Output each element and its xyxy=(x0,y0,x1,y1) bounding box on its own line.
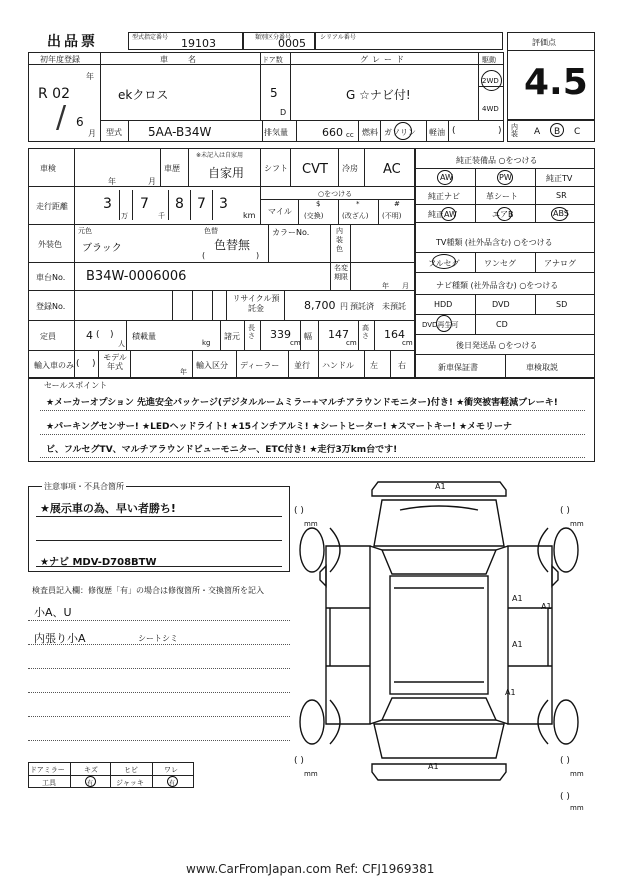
mileage-exchange: (交換) xyxy=(304,212,324,220)
docs-manual: 車検取説 xyxy=(526,363,558,372)
equip-pw: PW xyxy=(499,173,512,182)
notes-line-1: ★展示車の為、早い者勝ち! xyxy=(40,502,176,515)
tire-rear-left-bracket: ( ) xyxy=(294,756,304,766)
fuel-label: 燃料 xyxy=(362,128,378,137)
equip-airbag: エアB xyxy=(492,210,514,219)
inspector-label: 検査員記入欄：修復歴「有」の場合は修復箇所・交換箇所を記入 xyxy=(32,586,264,595)
color-paren-close: ) xyxy=(256,251,260,260)
handle-right: 右 xyxy=(398,361,406,370)
equip-title: 純正装備品 ○をつける xyxy=(456,156,538,165)
import-parallel: 並行 xyxy=(294,361,310,370)
mileage-hash: # xyxy=(394,200,400,208)
length-unit: cm xyxy=(290,339,301,347)
type-no-label: 型式指定番号 xyxy=(132,34,169,41)
car-name: ekクロス xyxy=(118,88,169,102)
tv-analog: アナログ xyxy=(544,259,576,268)
shift-label: シフト xyxy=(264,164,288,173)
name-change-year: 年 xyxy=(382,282,389,290)
interior-b: B xyxy=(554,127,561,137)
length: 339 xyxy=(270,328,291,341)
mileage-dollar: $ xyxy=(316,200,321,208)
tv-fullseg: フルセグ xyxy=(428,259,460,268)
recycle-unit: 円 xyxy=(340,302,348,311)
inspector-line-1: 小A、U xyxy=(34,606,72,619)
car-damage-diagram xyxy=(290,476,596,816)
score-label: 評価点 xyxy=(532,38,556,47)
capacity: 4 xyxy=(86,329,93,342)
color-code-label: カラーNo. xyxy=(272,228,310,237)
nav-cd: CD xyxy=(496,320,508,329)
doors: 5 xyxy=(270,86,278,100)
diagram-a1-right-rear-fender: A1 xyxy=(505,688,516,697)
usage-label: 車歴 xyxy=(164,164,180,173)
interior-c: C xyxy=(574,127,581,137)
width-label: 幅 xyxy=(304,332,312,341)
drive-2wd: 2WD xyxy=(482,77,499,85)
width: 147 xyxy=(328,328,349,341)
tire-spare-bracket: ( ) xyxy=(560,792,570,802)
legend-jack: ジャッキ xyxy=(116,779,144,787)
inspection-month: 月 xyxy=(148,177,156,186)
import-label: 輸入車のみ xyxy=(34,361,74,370)
capacity-paren: ( xyxy=(96,330,100,340)
footer-watermark: www.CarFromJapan.com Ref: CFJ1969381 xyxy=(186,862,435,876)
sales-line-3: ビ、フルセグTV、マルチアラウンドビューモニター、ETC付き! ★走行3万km台です! xyxy=(46,445,398,455)
shift: CVT xyxy=(302,162,328,177)
ac-label: 冷房 xyxy=(342,164,358,173)
fuel-bracket-close: ) xyxy=(498,126,502,136)
mileage-mile: マイル xyxy=(268,207,292,216)
name-change-month: 月 xyxy=(402,282,409,290)
equip-nav: 純正ナビ xyxy=(428,192,460,201)
width-unit: cm xyxy=(346,339,357,347)
legend-crack: ヒビ xyxy=(124,766,138,774)
diagram-a1-right-front-door: A1 xyxy=(512,594,523,603)
tv-oneseg: ワンセグ xyxy=(484,259,516,268)
color-change: 色替無 xyxy=(214,238,251,252)
notes-label: 注意事項・不具合箇所 xyxy=(44,482,124,491)
model-label: 型式 xyxy=(106,128,122,137)
recycle-deposited: 預託済 xyxy=(350,302,374,311)
length-label: 長さ xyxy=(248,324,255,340)
import-paren: ( xyxy=(76,359,80,369)
first-reg-month-unit: 月 xyxy=(88,129,96,138)
serial-label: シリアル番号 xyxy=(320,34,356,41)
disp-label: 排気量 xyxy=(264,128,288,137)
diagram-a1-rear-bumper: A1 xyxy=(428,762,439,771)
mileage-circle-note: ○をつける xyxy=(318,190,353,198)
inspection-year: 年 xyxy=(108,177,116,186)
ac: AC xyxy=(383,162,401,177)
import-close: ) xyxy=(92,359,96,369)
mileage-sen: 千 xyxy=(158,212,165,220)
sales-label: セールスポイント xyxy=(44,381,108,390)
sheet-title: 出品票 xyxy=(47,34,98,50)
first-reg-year-unit: 年 xyxy=(86,72,94,81)
car-name-label: 車名 xyxy=(160,55,216,64)
equip-tv: 純正TV xyxy=(546,174,573,183)
recycle-label: リサイクル預託金 xyxy=(232,294,280,313)
nav-title: ナビ種類 (社外品含む) ○をつける xyxy=(436,281,559,290)
color-paren-open: ( xyxy=(202,251,206,260)
tire-front-right-mm: mm xyxy=(570,520,584,528)
equip-sr: SR xyxy=(556,191,567,200)
first-reg-slash: / xyxy=(56,100,67,135)
legend-tools: 工具 xyxy=(42,779,56,787)
diagram-a1-front-bumper: A1 xyxy=(435,482,446,491)
inspection-label: 車検 xyxy=(40,164,56,173)
tire-rear-left-mm: mm xyxy=(304,770,318,778)
equip-oem-aw: 純正AW xyxy=(428,210,457,219)
sales-line-2: ★パーキングセンサー! ★LEDヘッドライト! ★15インチアルミ! ★シートヒーター! ★スマートキー! ★メモリーナ xyxy=(46,422,513,432)
capacity-close: ) xyxy=(110,330,114,340)
first-reg-era: R 02 xyxy=(38,86,70,102)
mileage-unknown: (不明) xyxy=(382,212,402,220)
mileage-digit-5: 3 xyxy=(219,196,228,212)
height: 164 xyxy=(384,328,405,341)
mileage-km: km xyxy=(243,211,256,220)
capacity-unit: 人 xyxy=(118,340,125,348)
equip-abs: ABS xyxy=(553,209,569,218)
class-no: 0005 xyxy=(278,37,306,50)
first-reg-label: 初年度登録 xyxy=(40,55,80,64)
usage: 自家用 xyxy=(208,166,245,180)
recycle-not-deposited: 未預託 xyxy=(382,302,406,311)
chassis-no: B34W-0006006 xyxy=(86,269,187,284)
tire-front-right-bracket: ( ) xyxy=(560,506,570,516)
import-dealer: ディーラー xyxy=(240,361,280,370)
legend-door-mirror: ドアミラー xyxy=(30,766,65,774)
nav-sd: SD xyxy=(556,300,568,309)
mileage-digit-3: 8 xyxy=(175,196,184,212)
diagram-a1-right-rear-door: A1 xyxy=(512,640,523,649)
mileage-star: * xyxy=(356,200,360,208)
capacity-label: 定員 xyxy=(40,332,56,341)
grade: G ☆ナビ付! xyxy=(346,88,411,102)
tv-title: TV種類 (社外品含む) ○をつける xyxy=(436,238,553,247)
color-change-label: 色替 xyxy=(204,227,218,235)
fuel-diesel: 軽油 xyxy=(429,128,445,137)
drive-4wd: 4WD xyxy=(482,105,499,113)
tire-front-left-bracket: ( ) xyxy=(294,506,304,516)
handle-left: 左 xyxy=(370,361,378,370)
usage-note: ※未記入は自家用 xyxy=(196,152,244,159)
height-unit: cm xyxy=(402,339,413,347)
load-label: 積載量 xyxy=(132,332,156,341)
reg-label: 登録No. xyxy=(36,302,66,311)
nav-dvd-play: DVD再生可 xyxy=(422,321,459,329)
type-no: 19103 xyxy=(181,37,216,50)
mileage-digit-2: 7 xyxy=(140,196,149,212)
fuel-bracket-open: ( xyxy=(452,126,456,136)
mileage-digit-1: 3 xyxy=(103,196,112,212)
load-unit: kg xyxy=(202,339,211,347)
fuel-gas: ガソリン xyxy=(384,128,416,137)
mileage-man: 万 xyxy=(121,212,128,220)
notes-line-3: ★ナビ MDV-D708BTW xyxy=(40,557,157,568)
mileage-digit-4: 7 xyxy=(197,196,206,212)
color-orig: ブラック xyxy=(82,243,122,254)
interior-label: 内装 xyxy=(511,123,518,138)
doors-label: ドア数 xyxy=(262,56,283,64)
equip-aw: AW xyxy=(440,173,453,182)
chassis-label: 車台No. xyxy=(36,273,66,282)
inspector-line-2b: シートシミ xyxy=(138,634,178,643)
drive-label: 駆動 xyxy=(482,56,496,64)
mileage-label: 走行距離 xyxy=(36,202,68,211)
nav-dvd: DVD xyxy=(492,300,510,309)
import-class-label: 輸入区分 xyxy=(196,361,228,370)
tire-front-left-mm: mm xyxy=(304,520,318,528)
disp: 660 xyxy=(322,126,343,139)
tire-rear-right-mm: mm xyxy=(570,770,584,778)
sales-line-1: ★メーカーオプション 先進安全パッケージ(デジタルルームミラー+マルチアラウンドモニター)付き! ★衝突被害軽減ブレーキ! xyxy=(46,398,558,408)
legend-tools-yes: 有 xyxy=(87,780,94,787)
tire-spare-mm: mm xyxy=(570,804,584,812)
model-year-unit: 年 xyxy=(180,368,187,376)
first-reg-month: 6 xyxy=(76,115,84,129)
grade-label: グレード xyxy=(360,55,408,64)
handle-label: ハンドル xyxy=(322,361,354,370)
nav-hdd: HDD xyxy=(434,300,453,309)
model-year-label: モデル年式 xyxy=(103,353,127,371)
interior-color-label: 内装色 xyxy=(336,227,343,253)
docs-title: 後日発送品 ○をつける xyxy=(456,341,538,350)
color-orig-label: 元色 xyxy=(78,227,92,235)
legend-scratch: キズ xyxy=(84,766,98,774)
score-value: 4.5 xyxy=(524,62,588,103)
color-label: 外装色 xyxy=(38,240,62,249)
interior-a: A xyxy=(534,127,541,137)
class-no-label: 類別区分番号 xyxy=(255,34,292,41)
legend-jack-yes: 有 xyxy=(169,780,176,787)
equip-leather: 革シート xyxy=(486,192,518,201)
recycle-amount: 8,700 xyxy=(304,299,336,312)
dims-label: 諸元 xyxy=(224,332,240,341)
mileage-tampered: (改ざん) xyxy=(342,212,369,220)
height-label: 高さ xyxy=(362,324,369,340)
doors-sub: D xyxy=(280,108,287,117)
inspector-line-2a: 内張り小A xyxy=(34,632,86,645)
model: 5AA-B34W xyxy=(148,125,212,139)
disp-unit: cc xyxy=(346,131,354,139)
legend-broken: ワレ xyxy=(164,766,178,774)
docs-warranty: 新車保証書 xyxy=(438,363,478,372)
name-change-label: 名変期限 xyxy=(334,264,348,281)
tire-rear-right-bracket: ( ) xyxy=(560,756,570,766)
diagram-a1-right-step: A1 xyxy=(541,602,552,611)
